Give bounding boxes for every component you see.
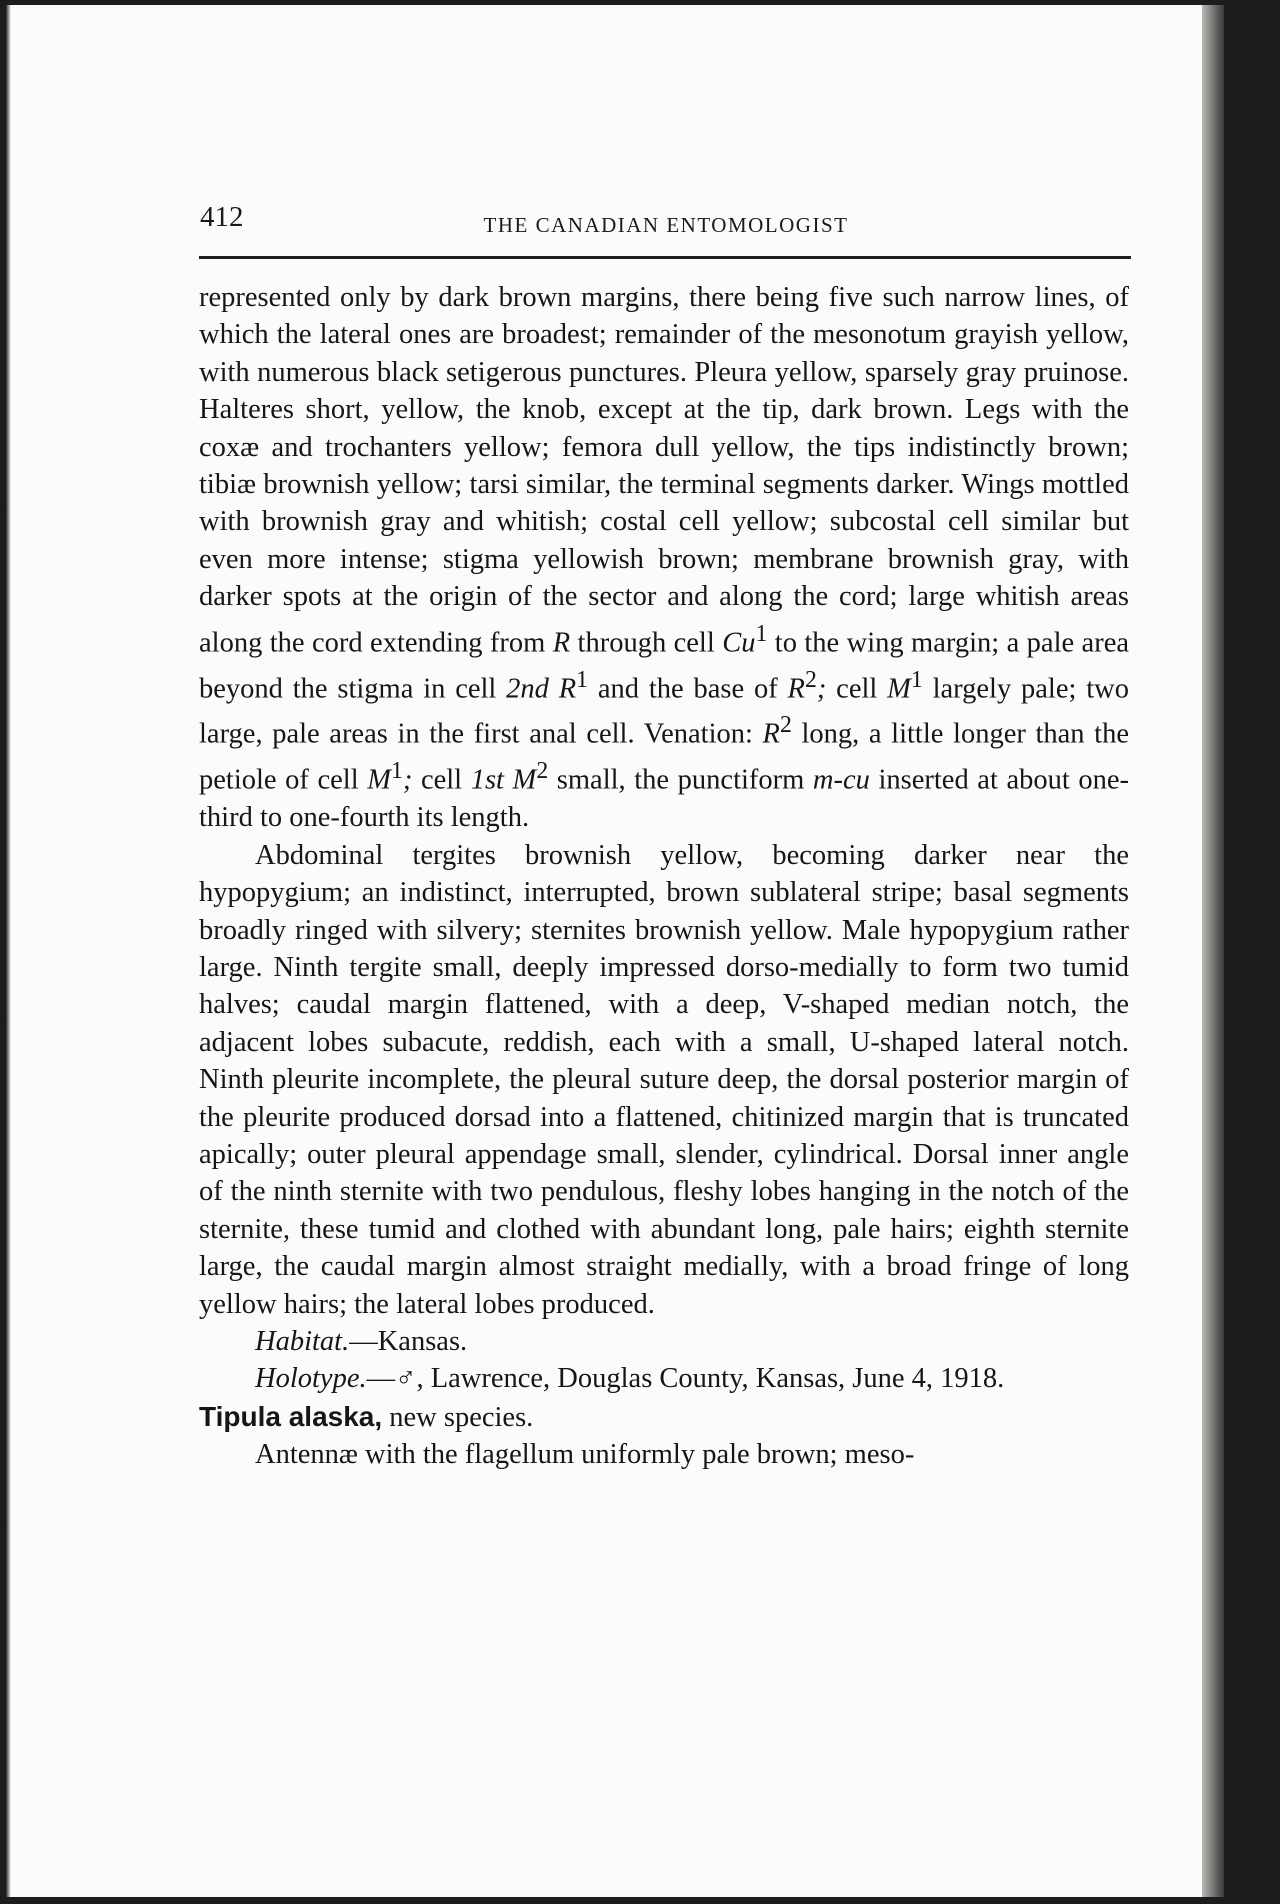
page-left-edge	[6, 5, 11, 1897]
running-title: THE CANADIAN ENTOMOLOGIST	[483, 213, 849, 237]
binding-gutter	[1202, 5, 1224, 1897]
habitat-line	[199, 1323, 1129, 1360]
species-heading	[199, 1398, 1129, 1436]
holotype-label: Holotype.	[255, 1363, 367, 1395]
page-number: 412	[200, 201, 244, 233]
paragraph-antennae: Antennæ with the flagellum uniformly pale brown; meso-	[255, 1439, 915, 1471]
species-note: new species.	[382, 1401, 534, 1433]
book-page	[6, 5, 1224, 1897]
paragraph-abdomen-hypopygium: Abdominal tergites brownish yellow, becoming darker near the hypopygium; an indistinct, interrupted, brown sublateral stripe; basal segments broadly ringed with silvery; sternites brownish yellow. Male hypopygium rather large. Ninth tergite small, deeply impressed dorso-medially to form two tumid halves; caudal margin flattened, with a deep, V-shaped median notch, the adjacent lobes subacute, reddish, each with a small, U-shaped lateral notch. Ninth pleurite incomplete, the pleural suture deep, the dorsal posterior margin of the pleurite produced dorsad into a flattened, chitinized margin that is truncated apically; outer pleural appendage small, slender, cylindrical. Dorsal inner angle of the ninth sternite with two pendulous, fleshy lobes hanging in the notch of the sternite, these tumid and clothed with abundant long, pale hairs; eighth sternite large, the caudal margin almost straight medially, with a broad fringe of long yellow hairs; the lateral lobes produced.	[199, 839, 1129, 1320]
species-name: Tipula alaska,	[199, 1400, 383, 1432]
paragraph-description-thorax-wings: represented only by dark brown margins, there being five such narrow lines, of which the lateral ones are broadest; remainder of the mesonotum grayish yellow, with numerous black setigerous punctures. Pleura yellow, sparsely gray pruinose. Halteres short, yellow, the knob, except at the tip, dark brown. Legs with the coxæ and trochanters yellow; femora dull yellow, the tips indistinctly brown; tibiæ brownish yellow; tarsi similar, the terminal segments darker. Wings mottled with brownish gray and whitish; costal cell yellow; subcostal cell similar but even more intense; stigma yellowish brown; membrane brownish gray, with darker spots at the origin of the sector and along the cord; large whitish areas along the cord extending from R through cell Cu$^1$ to the wing margin; a pale area beyond the stigma in cell 2nd $R^1$ and the base of $R^2$; cell $M^1$ largely pale; two large, pale areas in the first anal cell. Venation: $R^2$ long, a little longer than the petiole of cell $M^1$; cell 1st $M^2$ small, the punctiform m-cu inserted at about one-third to one-fourth its length.	[199, 282, 1130, 834]
holotype-text: —♂, Lawrence, Douglas County, Kansas, June 4, 1918.	[366, 1363, 1005, 1395]
habitat-label: Habitat.	[255, 1325, 350, 1357]
holotype-line	[199, 1360, 1129, 1397]
body-text	[199, 279, 1129, 1474]
page-header	[196, 195, 1136, 255]
habitat-text: —Kansas.	[349, 1325, 468, 1357]
header-rule	[199, 256, 1131, 259]
